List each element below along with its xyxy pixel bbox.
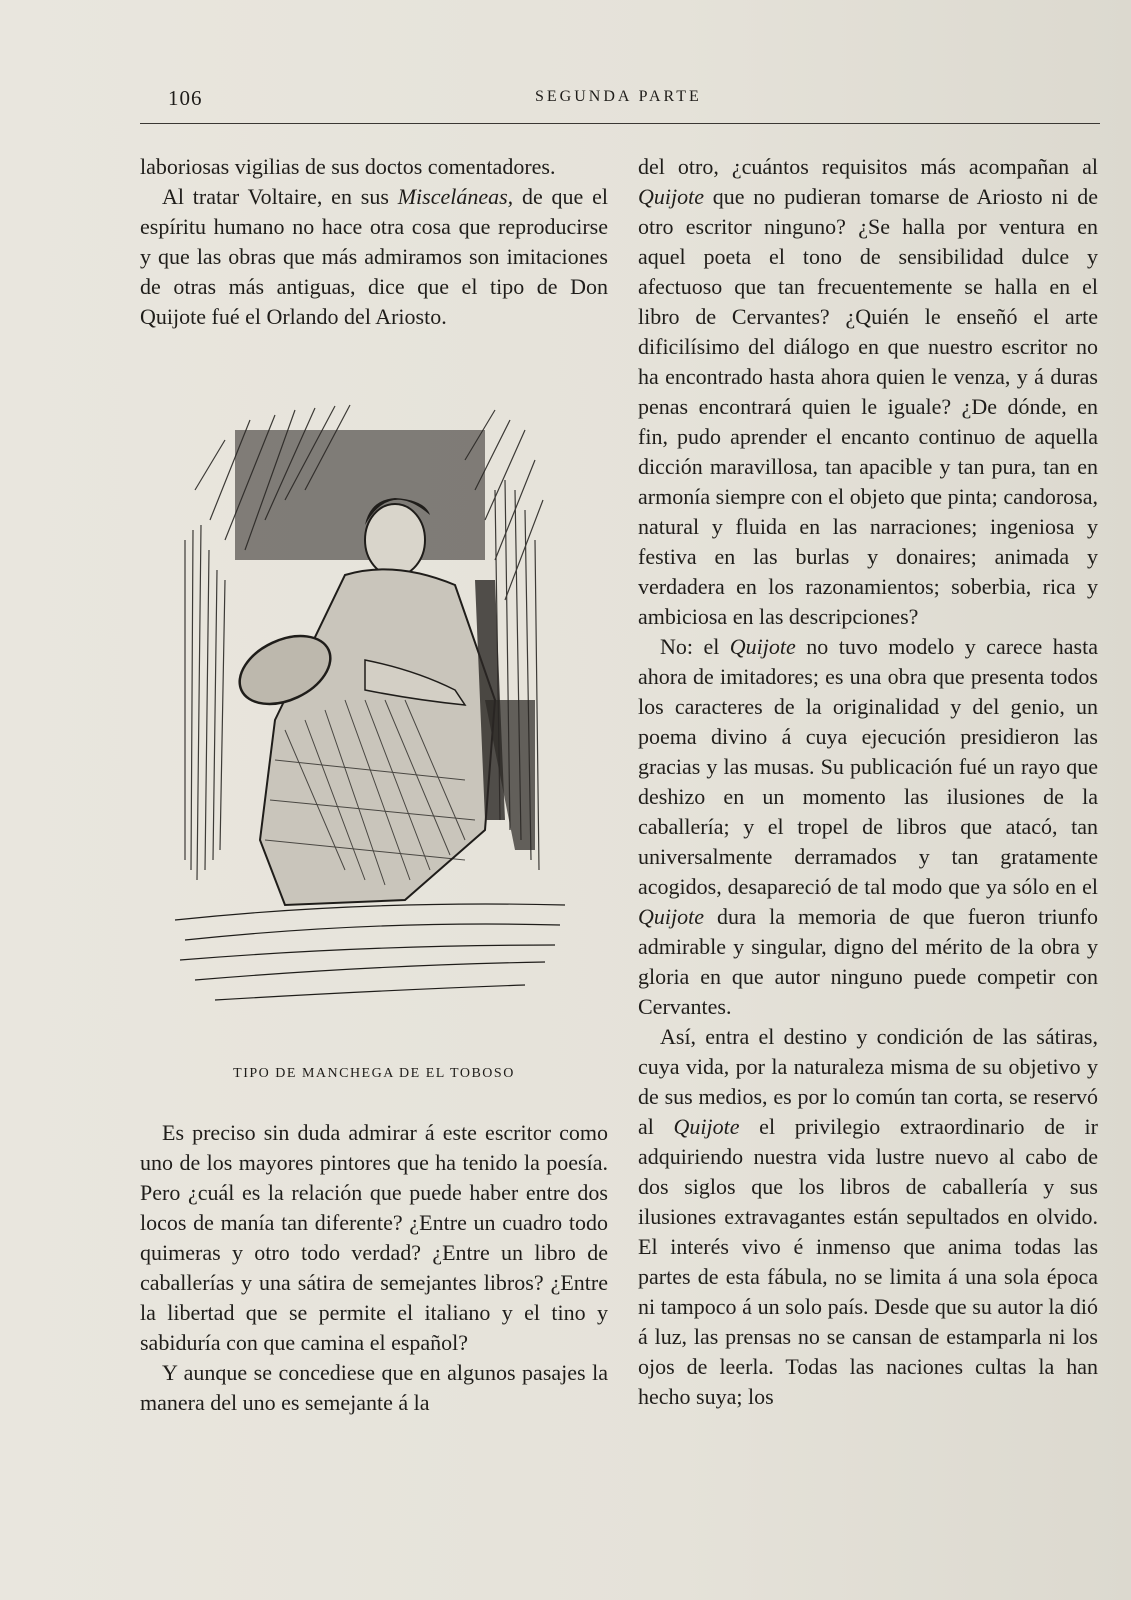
paragraph [638,1022,1098,1412]
right-column [638,152,1098,1412]
text-run: no tuvo modelo y carece hasta ahora de imitadores; es una obra que presenta todos los caracteres de la originalidad y del genio, un poema divino á cuya ejecución presidieron las gracias y las musas. Su publicación fué un rayo que deshizo en un momento las ilusiones de la caballería; y el tropel de libros que atacó, tan universalmente derramados y tan gratamente acogidos, desapareció de tal modo que ya sólo en el [638,634,1098,899]
left-column-top [140,152,608,332]
left-column-bottom [140,1118,608,1418]
text-run: Así, entra el destino y condición de las sátiras, cuya vida, por la naturaleza misma de su objetivo y de sus medios, es por lo común tan corta, se reservó al [638,1024,1098,1139]
text-run: de que el espíritu humano no hace otra cosa que reproducirse y que las obras que más admiramos son imitaciones de otras más antiguas, dice que el tipo de Don Quijote fué el Orlando del Ariosto. [140,184,609,329]
text-run: dura la memoria de que fueron triunfo admirable y singular, digno del mérito de la obra y gloria en que autor ninguno puede competir con Cervantes. [638,904,1098,1019]
text-run: No: el [660,634,730,659]
text-run: que no pudieran tomarse de Ariosto ni de otro escritor ninguno? ¿Se halla por ventura en aquel poeta el tono de sensibilidad dulce y afectuoso que tan frecuentemente se halla en el libro de Cervantes? ¿Quién le enseñó el arte dificilísimo del diálogo en que nuestro escritor no ha encontrado hasta ahora quien le venza, y á duras penas encontrará quien le iguale? ¿De dónde, en fin, pudo aprender el encanto continuo de aquella dicción maravillosa, tan apacible y tan pura, tan en armonía siempre con el objeto que pinta; candorosa, natural y fluida en las narraciones; ingeniosa y festiva en las burlas y donaires; animada y verdadera en los razonamientos; soberbia, rica y ambiciosa en las descripciones? [638,184,1098,629]
header-rule [140,123,1100,124]
italic-title: Quijote [638,184,704,209]
illustration [165,400,585,1040]
paragraph: laboriosas vigilias de sus doctos comentadores. [140,154,556,179]
page-number: 106 [168,86,203,110]
paragraph: Y aunque se concediese que en algunos pasajes la manera del uno es semejante á la [140,1360,608,1415]
italic-title: Misceláneas, [397,184,514,209]
manchega-woman-engraving [165,400,585,1040]
figure-caption: TIPO DE MANCHEGA DE EL TOBOSO [233,1066,515,1081]
text-run: Al tratar Voltaire, en sus [162,184,398,209]
paragraph [638,632,1098,1022]
text-run: del otro, ¿cuántos requisitos más acompañan al [638,154,1098,179]
italic-title: Quijote [673,1114,740,1139]
text-run: el privilegio extraordinario de ir adquiriendo nuestra vida lustre nuevo al cabo de dos siglos que los libros de caballería y sus ilusiones extravagantes están sepultados en olvido. El interés vivo é inmenso que anima todas las partes de esta fábula, no se limita á una sola época ni tampoco á un solo país. Desde que su autor la dió á luz, las prensas no se cansan de estamparla ni los ojos de leerla. Todas las naciones cultas la han hecho suya; los [638,1114,1098,1409]
paragraph: Es preciso sin duda admirar á este escritor como uno de los mayores pintores que ha tenido la poesía. Pero ¿cuál es la relación que puede haber entre dos locos de manía tan diferente? ¿Entre un cuadro todo quimeras y otro todo verdad? ¿Entre un libro de caballerías y una sátira de semejantes libros? ¿Entre la libertad que se permite el italiano y el tino y sabiduría con que camina el español? [140,1120,608,1355]
italic-title: Quijote [729,634,796,659]
italic-title: Quijote [638,904,704,929]
page-header [140,86,1080,114]
paragraph [638,152,1098,632]
paragraph [140,182,608,332]
running-head: SEGUNDA PARTE [535,88,702,105]
